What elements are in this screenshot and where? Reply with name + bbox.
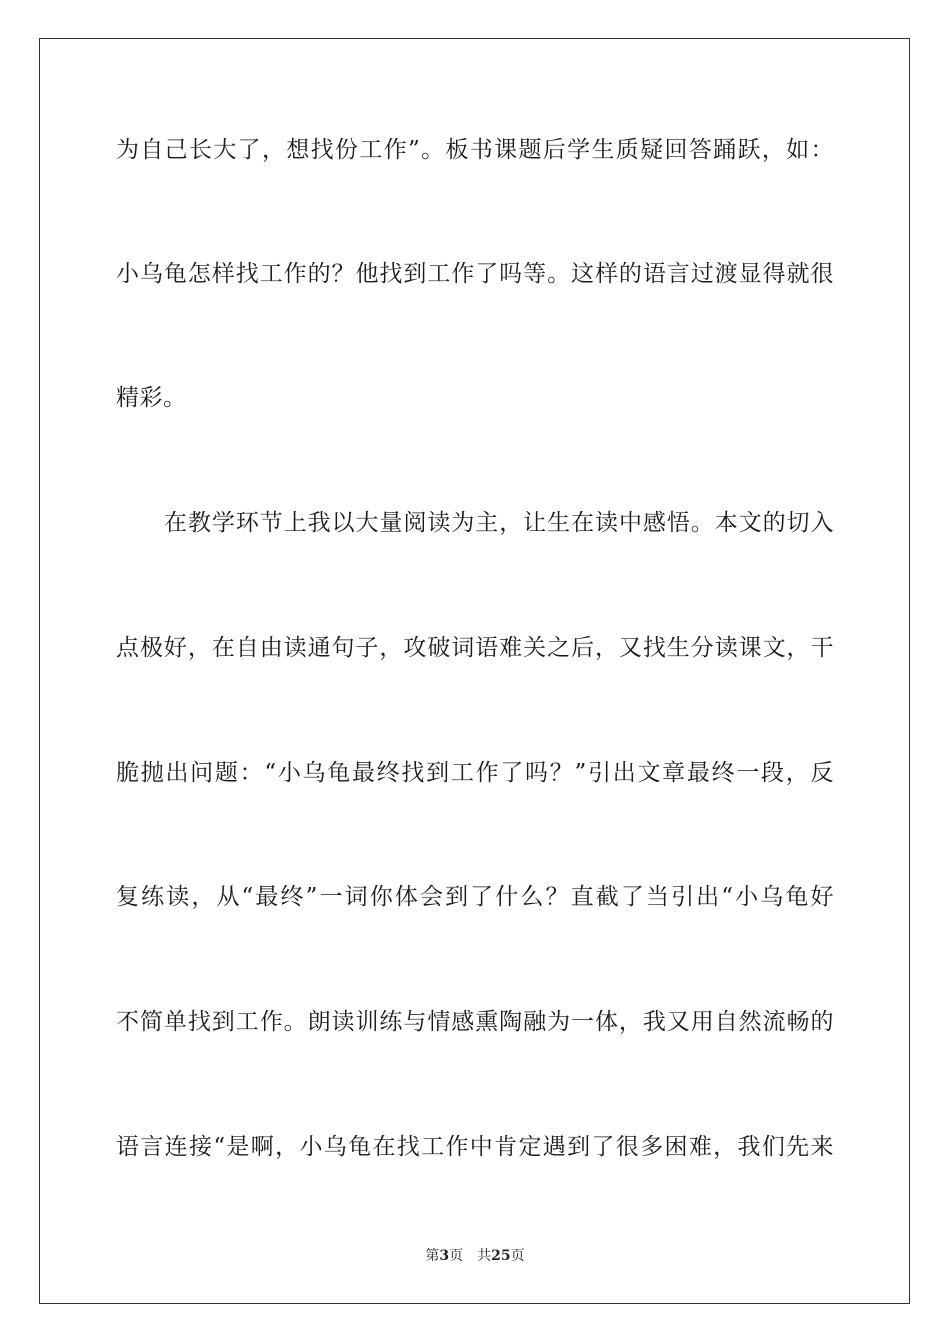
page-suffix: 页 — [449, 1248, 464, 1264]
paragraph-first-line: 在教学环节上我以大量阅读为主，让生在读中感悟。本文的切入 — [164, 510, 834, 536]
body-text-line: 不简单找到工作。朗读训练与情感熏陶融为一体，我又用自然流畅的 — [116, 1009, 834, 1035]
page-prefix: 第 — [425, 1248, 440, 1264]
total-suffix: 页 — [510, 1248, 525, 1264]
body-text-line: 点极好，在自由读通句子，攻破词语难关之后，又找生分读课文，干 — [116, 635, 834, 661]
body-text-line: 脆抛出问题：“小乌龟最终找到工作了吗？”引出文章最终一段，反 — [116, 760, 834, 786]
body-text-line: 小乌龟怎样找工作的？他找到工作了吗等。这样的语言过渡显得就很 — [116, 261, 834, 287]
total-pages: 25 — [491, 1248, 511, 1264]
body-text-line: 为自己长大了，想找份工作”。板书课题后学生质疑回答踊跃，如： — [116, 137, 834, 163]
body-text-line: 复练读，从“最终”一词你体会到了什么？直截了当引出“小乌龟好 — [116, 884, 834, 910]
body-text-line: 精彩。 — [116, 385, 187, 411]
page-footer — [0, 1247, 950, 1265]
page-border — [39, 38, 910, 1304]
body-text-line: 语言连接“是啊，小乌龟在找工作中肯定遇到了很多困难，我们先来 — [116, 1134, 834, 1160]
page-number: 3 — [439, 1248, 450, 1264]
total-prefix: 共 — [477, 1248, 492, 1264]
